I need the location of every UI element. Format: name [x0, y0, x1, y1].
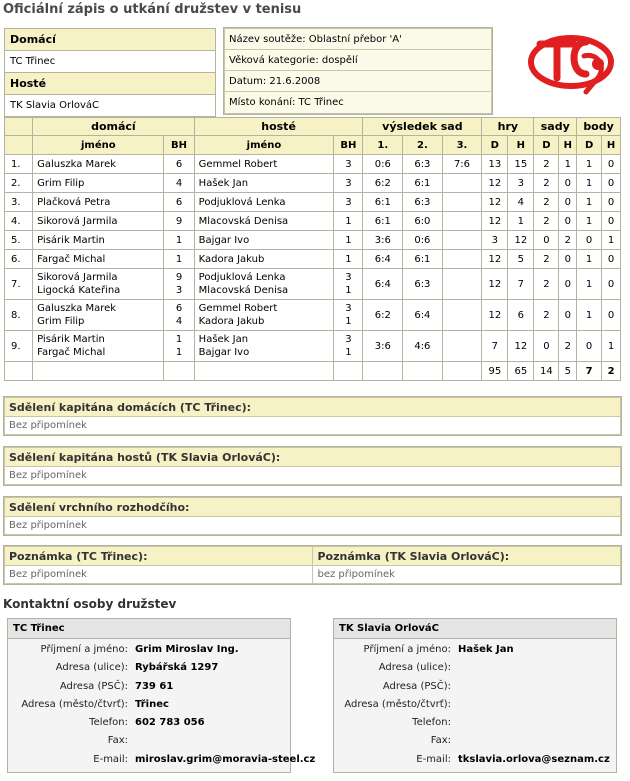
away-bh [334, 250, 363, 269]
sets-h: 0 [559, 212, 577, 231]
away-player [194, 300, 334, 331]
subheader-blank [5, 136, 33, 155]
match-row [5, 155, 621, 174]
away-bh [334, 300, 363, 331]
points-h: 0 [602, 269, 621, 300]
away-team-name: TK Slavia OrlováC [5, 95, 216, 117]
header-blank [5, 118, 33, 136]
match-row [5, 331, 621, 362]
points-h: 0 [602, 174, 621, 193]
set3-score [442, 174, 482, 193]
away-bh [334, 269, 363, 300]
home-player-line: Pisárik Martin [37, 234, 105, 246]
away-captain-note-title: Sdělení kapitána hostů (TK Slavia OrlováC): [5, 448, 621, 467]
match-number: 4. [5, 212, 33, 231]
subheader-away-bh: BH [334, 136, 363, 155]
match-venue: Místo konání: TC Třinec [225, 92, 492, 114]
set1-score: 6:1 [363, 193, 403, 212]
home-note-title: Poznámka (TC Třinec): [5, 547, 313, 566]
points-d: 1 [577, 300, 602, 331]
home-player-line: Fargač Michal [37, 253, 106, 265]
home-bh-line: 6 [175, 303, 183, 314]
points-d: 1 [577, 155, 602, 174]
home-contact-row [8, 714, 290, 732]
sets-h: 1 [559, 155, 577, 174]
points-h: 0 [602, 250, 621, 269]
match-number: 9. [5, 331, 33, 362]
sets-d: 0 [534, 231, 559, 250]
set1-score: 6:1 [363, 212, 403, 231]
sets-h: 0 [559, 300, 577, 331]
home-note-text: Bez připomínek [5, 566, 313, 584]
total-sets-h: 5 [559, 362, 577, 381]
away-contact-rows [334, 639, 616, 769]
teams-box [4, 28, 216, 117]
away-bh [334, 155, 363, 174]
away-bh-line: 1 [345, 253, 352, 265]
header-sets: sady [534, 118, 577, 136]
totals-blank [334, 362, 363, 381]
away-contact-row [334, 659, 616, 677]
away-player-line: Gemmel Robert [198, 158, 278, 170]
home-contact-row [8, 659, 290, 677]
contact-label: Adresa (ulice): [55, 662, 128, 674]
away-player-line: Kadora Jakub [198, 316, 265, 327]
contact-label: Telefon: [89, 717, 128, 729]
header-score: výsledek sad [363, 118, 482, 136]
home-contact-rows [8, 639, 316, 769]
match-number: 2. [5, 174, 33, 193]
away-player-line: Hašek Jan [198, 177, 249, 189]
home-player [33, 212, 164, 231]
home-bh [164, 155, 194, 174]
match-row [5, 300, 621, 331]
set3-score [442, 212, 482, 231]
home-bh-line: 1 [175, 253, 183, 265]
away-player [194, 269, 334, 300]
points-h: 0 [602, 300, 621, 331]
home-bh [164, 331, 194, 362]
away-bh [334, 331, 363, 362]
subheader-points-h: H [602, 136, 621, 155]
home-captain-note-text: Bez připomínek [5, 417, 621, 435]
games-d: 12 [482, 269, 508, 300]
match-row [5, 212, 621, 231]
contact-label: Adresa (PSČ): [59, 680, 128, 692]
away-bh [334, 174, 363, 193]
points-h: 1 [602, 231, 621, 250]
games-h: 7 [508, 269, 534, 300]
subheader-home-bh: BH [164, 136, 194, 155]
totals-blank [5, 362, 33, 381]
home-team-name: TC Třinec [5, 51, 216, 73]
games-d: 13 [482, 155, 508, 174]
sets-d: 2 [534, 174, 559, 193]
match-row [5, 193, 621, 212]
home-bh-line: 4 [175, 177, 183, 189]
match-number: 3. [5, 193, 33, 212]
contact-label: Fax: [107, 735, 128, 747]
totals-blank [442, 362, 482, 381]
home-bh-line: 1 [175, 347, 183, 358]
match-row [5, 174, 621, 193]
away-bh-line: 1 [345, 316, 352, 327]
away-bh [334, 193, 363, 212]
contact-label: Adresa (město/čtvrť): [21, 698, 128, 710]
club-logo-icon [526, 28, 622, 98]
totals-blank [403, 362, 443, 381]
home-bh [164, 212, 194, 231]
sets-d: 2 [534, 155, 559, 174]
total-games-h: 65 [508, 362, 534, 381]
home-captain-note-title: Sdělení kapitána domácích (TC Třinec): [5, 398, 621, 417]
subheader-set2: 2. [403, 136, 443, 155]
home-bh [164, 250, 194, 269]
away-bh-line: 1 [345, 215, 352, 227]
set3-score [442, 250, 482, 269]
header-points: body [577, 118, 621, 136]
sets-h: 0 [559, 269, 577, 300]
games-d: 12 [482, 174, 508, 193]
home-bh [164, 231, 194, 250]
subheader-points-d: D [577, 136, 602, 155]
home-bh-line: 9 [175, 272, 183, 283]
referee-note-title: Sdělení vrchního rozhodčího: [5, 498, 621, 517]
games-h: 4 [508, 193, 534, 212]
away-player-line: Mlacovská Denisa [198, 215, 289, 227]
contact-value: 739 61 [135, 680, 174, 692]
home-contact-box [7, 618, 316, 773]
subheader-sets-h: H [559, 136, 577, 155]
contact-value: Rybářská 1297 [135, 662, 219, 674]
home-label: Domácí [5, 29, 216, 51]
subheader-sets-d: D [534, 136, 559, 155]
home-bh-line: 9 [175, 215, 183, 227]
sets-d: 0 [534, 331, 559, 362]
results-body [5, 155, 621, 362]
away-player [194, 212, 334, 231]
contact-label: Fax: [430, 735, 451, 747]
home-bh [164, 174, 194, 193]
home-player [33, 331, 164, 362]
match-row [5, 250, 621, 269]
away-bh-line: 1 [345, 347, 352, 358]
home-player [33, 155, 164, 174]
home-bh-line: 6 [175, 196, 183, 208]
away-contact-box [333, 618, 617, 773]
games-h: 5 [508, 250, 534, 269]
contact-label: E-mail: [93, 753, 128, 765]
home-player-line: Grim Filip [37, 177, 85, 189]
games-h: 3 [508, 174, 534, 193]
home-player [33, 300, 164, 331]
points-d: 1 [577, 212, 602, 231]
contact-label: Telefon: [412, 717, 451, 729]
total-points-d: 7 [577, 362, 602, 381]
away-contact-row [334, 641, 616, 659]
home-player [33, 269, 164, 300]
points-h: 0 [602, 155, 621, 174]
away-player [194, 231, 334, 250]
set1-score: 6:4 [363, 269, 403, 300]
games-d: 12 [482, 212, 508, 231]
away-bh-line: 3 [345, 158, 352, 170]
set2-score: 6:3 [403, 193, 443, 212]
points-h: 0 [602, 193, 621, 212]
away-contact-row [334, 751, 616, 769]
away-contact-row [334, 678, 616, 696]
set2-score: 6:0 [403, 212, 443, 231]
set1-score: 6:4 [363, 250, 403, 269]
set2-score: 4:6 [403, 331, 443, 362]
points-d: 1 [577, 250, 602, 269]
home-bh-line: 4 [175, 316, 183, 327]
total-games-d: 95 [482, 362, 508, 381]
away-bh-line: 3 [345, 196, 352, 208]
match-number: 6. [5, 250, 33, 269]
contact-label: Příjmení a jméno: [363, 644, 451, 655]
away-note-title: Poznámka (TK Slavia OrlováC): [313, 547, 621, 566]
totals-blank [164, 362, 194, 381]
subheader-games-d: D [482, 136, 508, 155]
contacts-title: Kontaktní osoby družstev [3, 597, 177, 611]
games-h: 12 [508, 331, 534, 362]
contact-label: Adresa (PSČ): [382, 680, 451, 692]
away-player-line: Bajgar Ivo [198, 347, 250, 358]
games-d: 12 [482, 250, 508, 269]
games-d: 7 [482, 331, 508, 362]
games-h: 15 [508, 155, 534, 174]
games-d: 3 [482, 231, 508, 250]
home-bh-line: 6 [175, 158, 183, 170]
away-bh [334, 212, 363, 231]
sets-d: 2 [534, 193, 559, 212]
contact-value: 602 783 056 [135, 717, 205, 729]
home-bh [164, 269, 194, 300]
home-bh [164, 193, 194, 212]
away-player-line: Mlacovská Denisa [198, 285, 289, 296]
home-bh-line: 3 [175, 285, 183, 296]
home-bh [164, 300, 194, 331]
home-player-line: Fargač Michal [37, 347, 106, 358]
totals-blank [194, 362, 334, 381]
referee-note [4, 497, 621, 535]
set2-score: 6:1 [403, 174, 443, 193]
home-player-line: Sikorová Jarmila [37, 215, 118, 227]
away-captain-note-text: Bez připomínek [5, 467, 621, 485]
points-h: 1 [602, 331, 621, 362]
games-h: 6 [508, 300, 534, 331]
home-player-line: Galuszka Marek [37, 303, 117, 314]
set2-score: 0:6 [403, 231, 443, 250]
home-player-line: Ligocká Kateřina [37, 285, 121, 296]
set3-score [442, 231, 482, 250]
contact-value[interactable]: tkslavia.orlova@seznam.cz [458, 753, 610, 765]
home-captain-note [4, 397, 621, 435]
home-contact-row [8, 696, 290, 714]
games-d: 12 [482, 300, 508, 331]
age-category: Věková kategorie: dospělí [225, 50, 492, 71]
away-bh-line: 1 [345, 285, 352, 296]
contact-label: Adresa (město/čtvrť): [344, 698, 451, 710]
away-contact-row [334, 714, 616, 732]
sets-h: 0 [559, 174, 577, 193]
away-contact-team: TK Slavia OrlováC [334, 619, 616, 639]
away-contact-row [334, 732, 616, 750]
match-row [5, 269, 621, 300]
referee-note-text: Bez připomínek [5, 517, 621, 535]
away-bh [334, 231, 363, 250]
sets-d: 2 [534, 250, 559, 269]
match-number: 5. [5, 231, 33, 250]
sets-h: 2 [559, 331, 577, 362]
contact-value[interactable]: miroslav.grim@moravia-steel.cz [135, 753, 316, 765]
header-games: hry [482, 118, 534, 136]
match-info-box [224, 28, 492, 114]
total-points-h: 2 [602, 362, 621, 381]
home-player-line: Pisárik Martin [37, 334, 105, 345]
contact-label: Příjmení a jméno: [40, 644, 128, 655]
home-player [33, 174, 164, 193]
home-player-line: Grim Filip [37, 316, 85, 327]
header-home: domácí [33, 118, 195, 136]
set1-score: 0:6 [363, 155, 403, 174]
set1-score: 3:6 [363, 231, 403, 250]
away-player-line: Podjuklová Lenka [198, 196, 286, 208]
match-number: 8. [5, 300, 33, 331]
totals-blank [363, 362, 403, 381]
competition-name: Název soutěže: Oblastní přebor 'A' [225, 29, 492, 50]
sets-h: 0 [559, 250, 577, 269]
set3-score: 7:6 [442, 155, 482, 174]
set1-score: 6:2 [363, 174, 403, 193]
results-table [4, 117, 621, 381]
set1-score: 3:6 [363, 331, 403, 362]
away-bh-line: 3 [345, 303, 352, 314]
set3-score [442, 269, 482, 300]
away-bh-line: 3 [345, 334, 352, 345]
games-d: 12 [482, 193, 508, 212]
subheader-away-name: jméno [194, 136, 334, 155]
set3-score [442, 300, 482, 331]
home-bh-line: 1 [175, 334, 183, 345]
subheader-home-name: jméno [33, 136, 164, 155]
home-contact-row [8, 732, 290, 750]
away-contact-row [334, 696, 616, 714]
sets-h: 2 [559, 231, 577, 250]
points-d: 1 [577, 269, 602, 300]
subheader-games-h: H [508, 136, 534, 155]
subheader-set3: 3. [442, 136, 482, 155]
set2-score: 6:3 [403, 155, 443, 174]
set1-score: 6:2 [363, 300, 403, 331]
header-away: hosté [194, 118, 363, 136]
contact-value: Třinec [135, 698, 169, 710]
totals-row [5, 362, 621, 381]
contact-label: Adresa (ulice): [378, 662, 451, 674]
match-number: 7. [5, 269, 33, 300]
away-player [194, 250, 334, 269]
away-player-line: Kadora Jakub [198, 253, 265, 265]
away-player [194, 331, 334, 362]
sets-d: 2 [534, 212, 559, 231]
points-h: 0 [602, 212, 621, 231]
match-number: 1. [5, 155, 33, 174]
home-player-line: Galuszka Marek [37, 158, 117, 170]
sets-d: 2 [534, 300, 559, 331]
away-bh-line: 1 [345, 234, 352, 246]
total-sets-d: 14 [534, 362, 559, 381]
set3-score [442, 193, 482, 212]
home-player-line: Plačková Petra [37, 196, 111, 208]
away-note-text: bez připomínek [313, 566, 621, 584]
points-d: 0 [577, 231, 602, 250]
match-date: Datum: 21.6.2008 [225, 71, 492, 92]
set2-score: 6:4 [403, 300, 443, 331]
set2-score: 6:1 [403, 250, 443, 269]
contact-value: Grim Miroslav Ing. [135, 644, 239, 655]
home-contact-row [8, 678, 290, 696]
away-player-line: Hašek Jan [198, 334, 249, 345]
page-title: Oficiální zápis o utkání družstev v tenisu [3, 2, 302, 17]
away-player-line: Podjuklová Lenka [198, 272, 286, 283]
away-player [194, 155, 334, 174]
home-contact-team: TC Třinec [8, 619, 290, 639]
home-contact-row [8, 751, 316, 769]
match-row [5, 231, 621, 250]
totals-blank [33, 362, 164, 381]
subheader-set1: 1. [363, 136, 403, 155]
home-player-line: Sikorová Jarmila [37, 272, 118, 283]
contact-label: E-mail: [416, 753, 451, 765]
points-d: 0 [577, 331, 602, 362]
points-d: 1 [577, 193, 602, 212]
sets-d: 2 [534, 269, 559, 300]
home-player [33, 250, 164, 269]
away-captain-note [4, 447, 621, 485]
away-player-line: Bajgar Ivo [198, 234, 250, 246]
away-player-line: Gemmel Robert [198, 303, 278, 314]
away-label: Hosté [5, 73, 216, 95]
sets-h: 0 [559, 193, 577, 212]
away-player [194, 174, 334, 193]
home-contact-row [8, 641, 290, 659]
contact-value: Hašek Jan [458, 644, 514, 655]
games-h: 1 [508, 212, 534, 231]
points-d: 1 [577, 174, 602, 193]
home-player [33, 231, 164, 250]
away-player [194, 193, 334, 212]
away-bh-line: 3 [345, 272, 352, 283]
team-notes [4, 546, 621, 584]
set2-score: 6:3 [403, 269, 443, 300]
home-player [33, 193, 164, 212]
set3-score [442, 331, 482, 362]
away-bh-line: 3 [345, 177, 352, 189]
games-h: 12 [508, 231, 534, 250]
home-bh-line: 1 [175, 234, 183, 246]
